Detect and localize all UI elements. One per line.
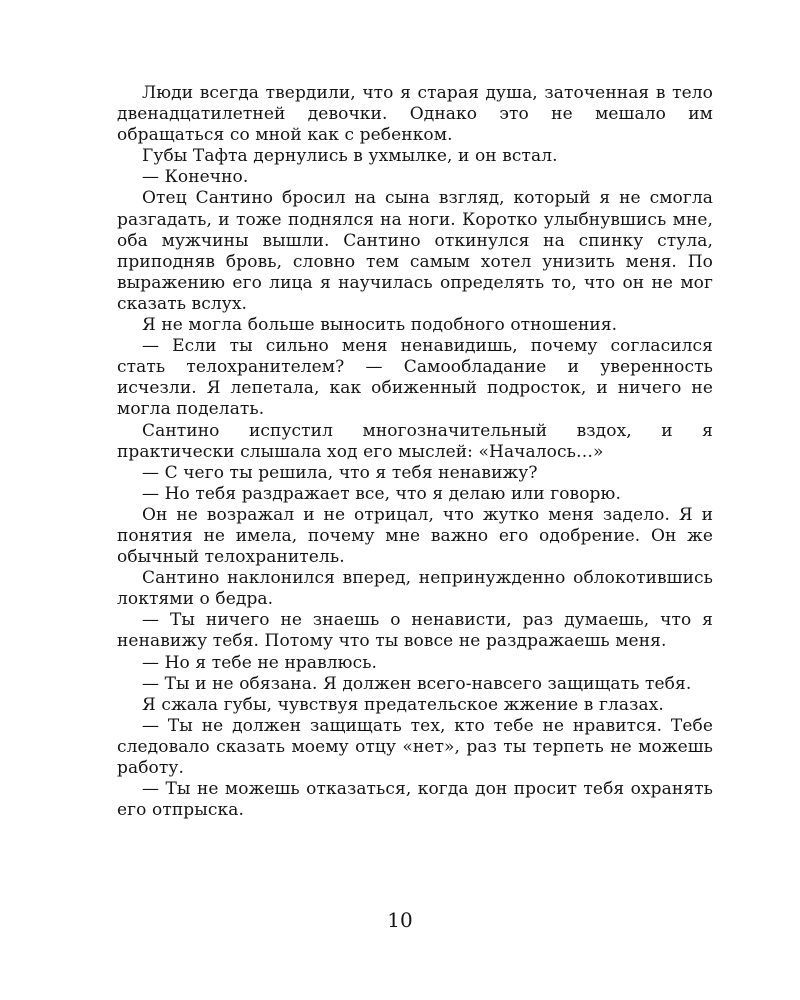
paragraph: Я не могла больше выносить подобного отношения. [142, 315, 618, 336]
paragraph: Я сжала губы, чувствуя предательское жжение в глазах. [142, 694, 664, 715]
paragraph: Сантино наклонился вперед, непринужденно облокотившись локтями о бедра. [117, 568, 713, 610]
paragraph: Отец Сантино бросил на сына взгляд, который я не смогла разгадать, и тоже поднялся на ноги. Коротко улыбнувшись мне, оба мужчины вышли. Сантино откинулся на спинку стула, приподняв бровь, словно тем самым хотел унизить меня. По выражению его лица я научилась определять то, что он не мог сказать вслух. [117, 188, 713, 314]
paragraph: — Ты и не обязана. Я должен всего-навсего защищать тебя. [142, 673, 692, 694]
paragraph: — Ты не должен защищать тех, кто тебе не нравится. Тебе следовало сказать моему отцу «нет», раз ты терпеть не можешь работу. [117, 715, 713, 778]
paragraph: — С чего ты решила, что я тебя ненавижу? [142, 462, 538, 483]
paragraph: Губы Тафта дернулись в ухмылке, и он встал. [142, 146, 558, 167]
paragraph: — Ты ничего не знаешь о ненависти, раз думаешь, что я ненавижу тебя. Потому что ты вовсе не раздражаешь меня. [117, 610, 713, 652]
paragraph: — Если ты сильно меня ненавидишь, почему согласился стать телохранителем? — Самообладание и уверенность исчезли. Я лепетала, как обиженный подросток, и ничего не могла поделать. [117, 336, 713, 420]
paragraph: Он не возражал и не отрицал, что жутко меня задело. Я и понятия не имела, почему мне важно его одобрение. Он же обычный телохранитель. [117, 504, 713, 568]
paragraph: Люди всегда твердили, что я старая душа, заточенная в тело двенадцатилетней девочки. Однако это не мешало им обращаться со мной как с ребенком. [117, 83, 713, 146]
page-number: 10 [387, 908, 413, 932]
paragraph: Сантино испустил многозначительный вздох, и я практически слышала ход его мыслей: «Началось…» [117, 420, 713, 462]
paragraph: — Ты не можешь отказаться, когда дон просит тебя охранять его отпрыска. [117, 779, 713, 821]
paragraph: — Конечно. [142, 167, 249, 188]
paragraph: — Но я тебе не нравлюсь. [142, 652, 378, 673]
paragraph: — Но тебя раздражает все, что я делаю или говорю. [142, 483, 621, 504]
body-text [117, 83, 713, 821]
